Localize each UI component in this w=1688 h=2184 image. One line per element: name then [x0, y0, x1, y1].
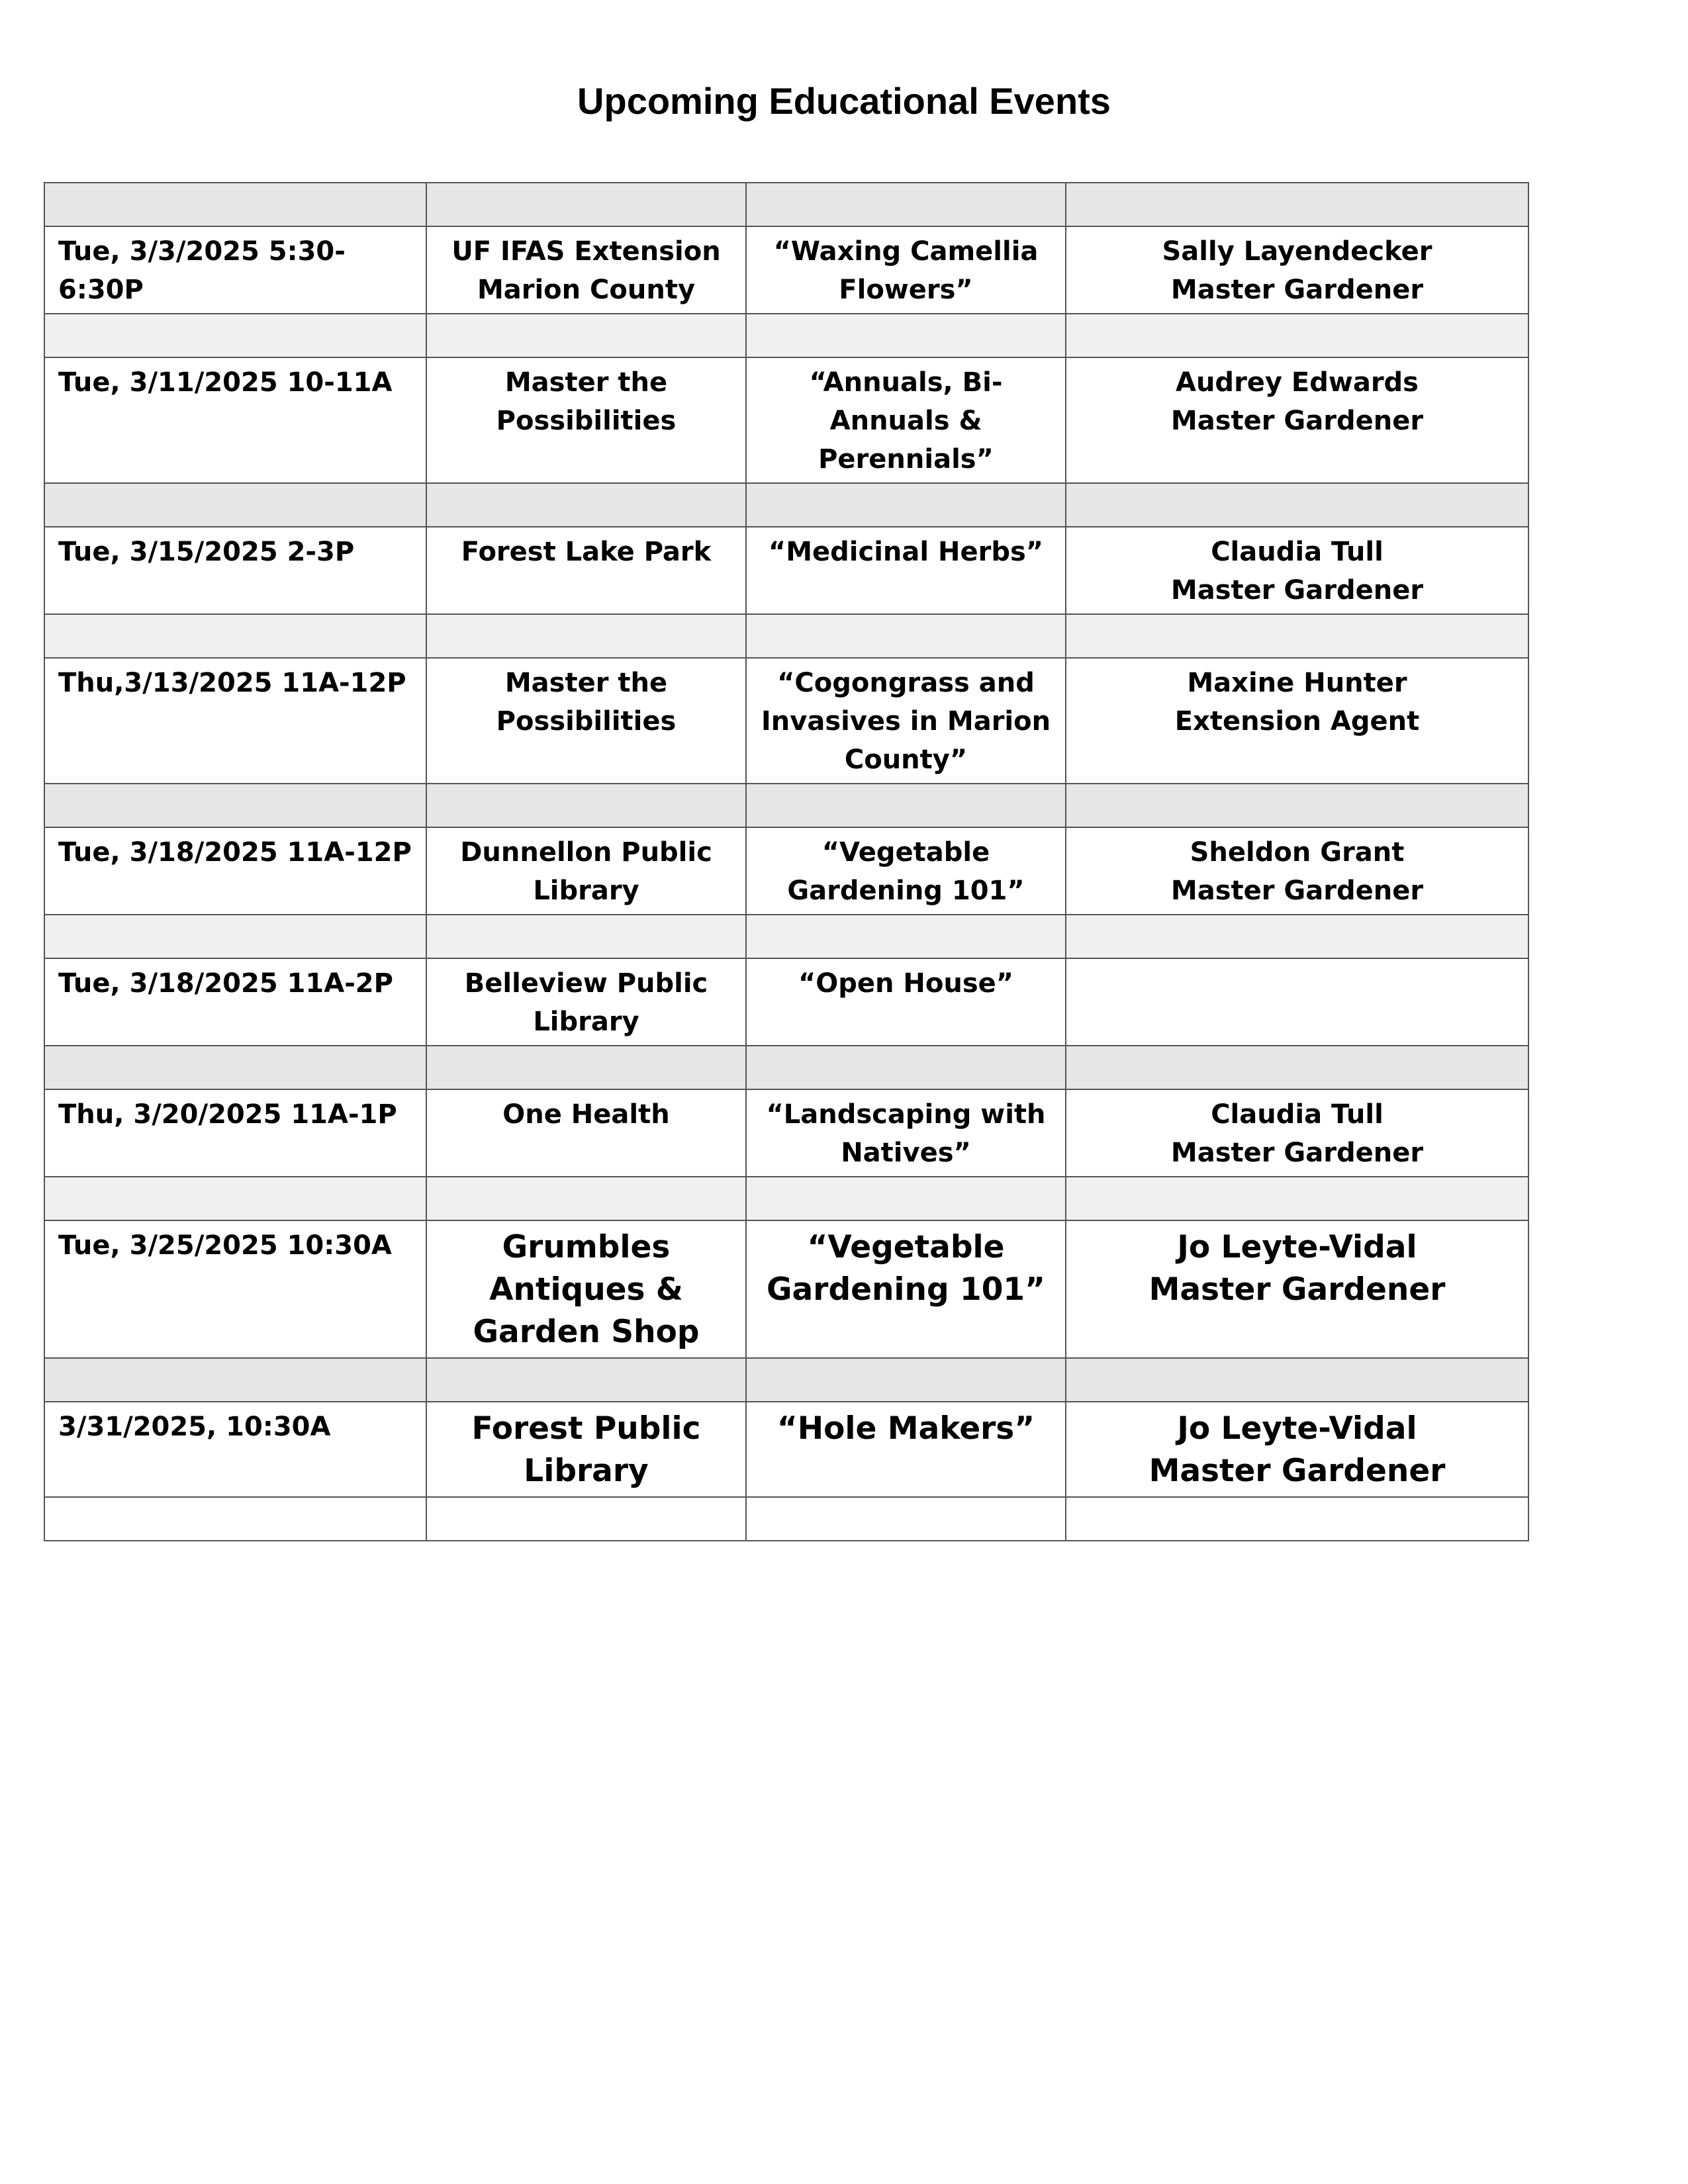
event-location-line: Possibilities	[496, 706, 677, 737]
event-presenter-line: Master Gardener	[1170, 575, 1424, 606]
event-location-cell	[426, 827, 746, 915]
event-topic-line: Invasives in Marion	[761, 706, 1051, 737]
spacer-cell	[746, 483, 1066, 527]
event-topic-line: Flowers”	[839, 275, 973, 305]
spacer-cell	[44, 1046, 426, 1089]
spacer-cell	[426, 915, 746, 958]
event-row	[44, 1402, 1528, 1497]
event-date-cell: 3/31/2025, 10:30A	[44, 1402, 426, 1497]
event-location-line: Dunnellon Public	[460, 837, 712, 868]
event-presenter-line: Master Gardener	[1170, 876, 1424, 906]
event-topic-line: “Landscaping with	[766, 1099, 1046, 1130]
event-topic-line: “Waxing Camellia	[773, 236, 1039, 267]
spacer-cell	[1066, 784, 1528, 827]
event-row	[44, 658, 1528, 784]
event-topic-line: “Medicinal Herbs”	[768, 537, 1044, 567]
event-date-cell: Tue, 3/18/2025 11A-2P	[44, 958, 426, 1046]
event-presenter-cell	[1066, 827, 1528, 915]
event-date-cell: Tue, 3/11/2025 10-11A	[44, 357, 426, 483]
event-topic-cell	[746, 827, 1066, 915]
event-location-line: Marion County	[477, 275, 696, 305]
spacer-row	[44, 483, 1528, 527]
event-topic-line: “Open House”	[798, 968, 1014, 999]
page-title: Upcoming Educational Events	[577, 80, 1111, 122]
spacer-cell	[426, 1046, 746, 1089]
event-presenter-line: Jo Leyte-Vidal	[1177, 1410, 1417, 1447]
event-topic-line: Gardening 101”	[787, 876, 1025, 906]
event-location-line: One Health	[502, 1099, 670, 1130]
event-presenter-cell	[1066, 357, 1528, 483]
event-date-cell: Tue, 3/3/2025 5:30-6:30P	[44, 226, 426, 314]
event-location-line: Belleview Public	[464, 968, 708, 999]
event-presenter-line: Master Gardener	[1149, 1271, 1446, 1308]
event-location-line: Possibilities	[496, 406, 677, 436]
spacer-cell	[746, 915, 1066, 958]
event-location-line: Grumbles	[502, 1229, 671, 1265]
spacer-cell	[44, 183, 426, 226]
spacer-cell	[426, 183, 746, 226]
event-topic-cell	[746, 1220, 1066, 1358]
blank-row	[44, 1497, 1528, 1541]
events-table	[44, 182, 1529, 1541]
event-location-cell	[426, 658, 746, 784]
event-presenter-line: Sally Layendecker	[1162, 236, 1432, 267]
spacer-row	[44, 314, 1528, 357]
event-location-line: Library	[533, 1007, 639, 1037]
event-location-cell	[426, 1089, 746, 1177]
event-row	[44, 226, 1528, 314]
spacer-cell	[426, 1358, 746, 1402]
spacer-row	[44, 784, 1528, 827]
event-topic-line: Perennials”	[818, 444, 994, 475]
spacer-cell	[746, 1358, 1066, 1402]
event-topic-line: “Annuals, Bi-	[809, 367, 1003, 398]
event-row	[44, 357, 1528, 483]
spacer-cell	[426, 784, 746, 827]
event-topic-line: County”	[844, 745, 968, 775]
event-date-cell: Tue, 3/18/2025 11A-12P	[44, 827, 426, 915]
event-row	[44, 1220, 1528, 1358]
spacer-cell	[746, 183, 1066, 226]
spacer-cell	[1066, 1497, 1528, 1541]
event-presenter-cell	[1066, 1220, 1528, 1358]
event-presenter-line: Master Gardener	[1170, 1138, 1424, 1168]
event-location-cell	[426, 226, 746, 314]
event-presenter-line: Jo Leyte-Vidal	[1177, 1229, 1417, 1265]
spacer-cell	[746, 1497, 1066, 1541]
spacer-cell	[746, 1177, 1066, 1220]
spacer-cell	[44, 314, 426, 357]
spacer-row	[44, 915, 1528, 958]
event-topic-line: “Hole Makers”	[776, 1410, 1035, 1447]
event-topic-cell	[746, 1402, 1066, 1497]
spacer-cell	[1066, 483, 1528, 527]
event-topic-cell	[746, 226, 1066, 314]
spacer-row	[44, 1358, 1528, 1402]
event-location-cell	[426, 1402, 746, 1497]
event-row	[44, 958, 1528, 1046]
event-topic-line: “Vegetable	[807, 1229, 1005, 1265]
event-topic-line: Natives”	[841, 1138, 971, 1168]
spacer-cell	[44, 915, 426, 958]
event-location-cell	[426, 1220, 746, 1358]
spacer-cell	[746, 614, 1066, 658]
event-presenter-line: Master Gardener	[1170, 275, 1424, 305]
spacer-row	[44, 1046, 1528, 1089]
spacer-cell	[44, 1358, 426, 1402]
event-location-line: Library	[524, 1453, 649, 1489]
event-topic-cell	[746, 527, 1066, 614]
spacer-row	[44, 614, 1528, 658]
event-row	[44, 827, 1528, 915]
event-location-line: Library	[533, 876, 639, 906]
event-date-cell: Tue, 3/25/2025 10:30A	[44, 1220, 426, 1358]
event-topic-cell	[746, 357, 1066, 483]
event-topic-cell	[746, 958, 1066, 1046]
spacer-cell	[1066, 183, 1528, 226]
spacer-cell	[1066, 1046, 1528, 1089]
event-presenter-cell	[1066, 958, 1528, 1046]
event-presenter-line: Master Gardener	[1149, 1453, 1446, 1489]
event-presenter-cell	[1066, 1402, 1528, 1497]
spacer-cell	[426, 614, 746, 658]
event-presenter-line: Extension Agent	[1174, 706, 1420, 737]
spacer-cell	[44, 784, 426, 827]
spacer-cell	[44, 483, 426, 527]
event-row	[44, 1089, 1528, 1177]
event-topic-line: Gardening 101”	[766, 1271, 1046, 1308]
event-presenter-line: Master Gardener	[1170, 406, 1424, 436]
spacer-cell	[1066, 614, 1528, 658]
event-location-line: Forest Public	[471, 1410, 701, 1447]
spacer-cell	[426, 483, 746, 527]
event-location-line: Garden Shop	[473, 1314, 700, 1350]
spacer-cell	[746, 784, 1066, 827]
event-topic-line: Annuals &	[829, 406, 982, 436]
event-presenter-line: Sheldon Grant	[1190, 837, 1405, 868]
event-presenter-cell	[1066, 658, 1528, 784]
spacer-cell	[1066, 1177, 1528, 1220]
event-location-cell	[426, 958, 746, 1046]
event-location-cell	[426, 357, 746, 483]
spacer-cell	[746, 1046, 1066, 1089]
event-location-line: Antiques &	[489, 1271, 683, 1308]
spacer-row	[44, 1177, 1528, 1220]
spacer-cell	[44, 1497, 426, 1541]
event-topic-cell	[746, 658, 1066, 784]
event-location-cell	[426, 527, 746, 614]
event-date-cell: Thu, 3/20/2025 11A-1P	[44, 1089, 426, 1177]
event-presenter-line: Claudia Tull	[1211, 537, 1383, 567]
spacer-row	[44, 183, 1528, 226]
event-location-line: UF IFAS Extension	[451, 236, 721, 267]
event-topic-line: “Cogongrass and	[777, 668, 1035, 698]
spacer-cell	[44, 614, 426, 658]
event-location-line: Master the	[504, 668, 668, 698]
event-presenter-line: Audrey Edwards	[1176, 367, 1419, 398]
event-presenter-cell	[1066, 1089, 1528, 1177]
event-presenter-line: Maxine Hunter	[1187, 668, 1407, 698]
spacer-cell	[746, 314, 1066, 357]
event-date-cell: Tue, 3/15/2025 2-3P	[44, 527, 426, 614]
spacer-cell	[426, 1177, 746, 1220]
spacer-cell	[44, 1177, 426, 1220]
spacer-cell	[1066, 915, 1528, 958]
event-date-cell: Thu,3/13/2025 11A-12P	[44, 658, 426, 784]
event-presenter-line: Claudia Tull	[1211, 1099, 1383, 1130]
events-table-body	[44, 183, 1528, 1541]
event-presenter-cell	[1066, 527, 1528, 614]
event-topic-cell	[746, 1089, 1066, 1177]
spacer-cell	[426, 1497, 746, 1541]
event-location-line: Forest Lake Park	[461, 537, 712, 567]
event-topic-line: “Vegetable	[821, 837, 990, 868]
spacer-cell	[1066, 314, 1528, 357]
event-presenter-cell	[1066, 226, 1528, 314]
event-row	[44, 527, 1528, 614]
event-location-line: Master the	[504, 367, 668, 398]
spacer-cell	[426, 314, 746, 357]
spacer-cell	[1066, 1358, 1528, 1402]
